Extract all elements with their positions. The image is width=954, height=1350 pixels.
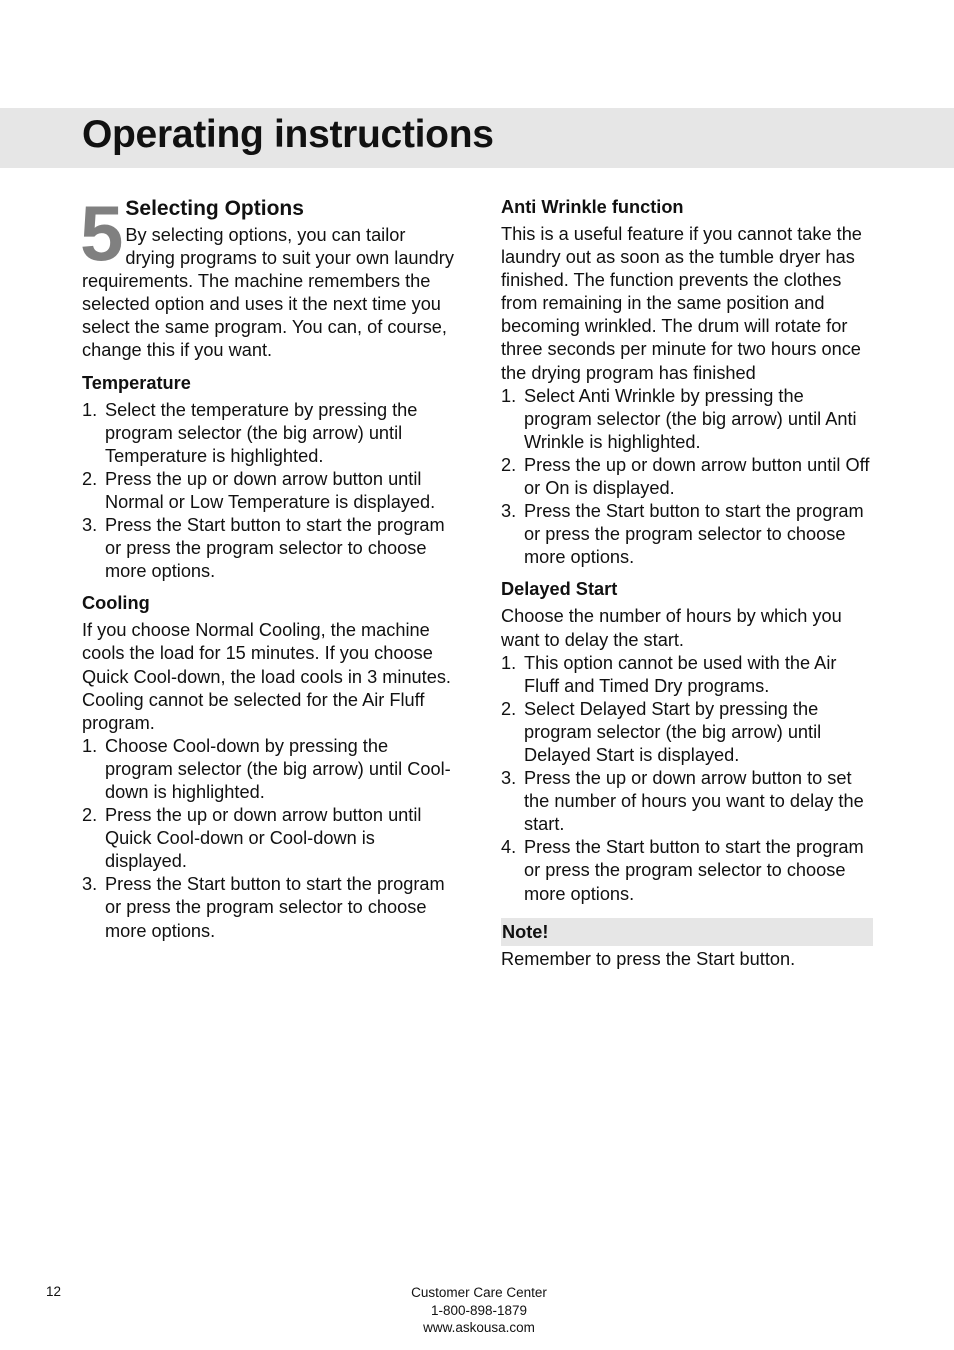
delayed-start-steps <box>501 652 873 906</box>
step-number: 5 <box>80 189 122 277</box>
delayed-start-heading: Delayed Start <box>501 579 618 600</box>
right-column <box>501 196 873 971</box>
step-num: 3. <box>82 515 98 536</box>
note-label: Note! <box>501 918 873 946</box>
anti-wrinkle-heading: Anti Wrinkle function <box>501 197 684 217</box>
step-num: 1. <box>82 399 98 420</box>
anti-wrinkle-intro: This is a useful feature if you cannot take the laundry out as soon as the tumble dryer has finished. The function prevents the clothes from remaining in the same position and becoming wrinkled. The drum will rotate for three seconds per minute for two hours once the drying program has finished <box>501 224 862 383</box>
anti-wrinkle-steps <box>501 385 873 570</box>
step-num: 1. <box>501 385 517 406</box>
list-item <box>501 698 873 767</box>
cooling-steps <box>82 735 456 943</box>
step-num: 3. <box>501 501 517 522</box>
step-text: Press the Start button to start the program or press the program selector to choose more options. <box>524 837 864 904</box>
temperature-heading: Temperature <box>82 372 191 393</box>
list-item <box>82 468 456 514</box>
list-item <box>501 500 873 569</box>
contact-title: Customer Care Center <box>411 1285 547 1300</box>
step-num: 2. <box>501 454 517 475</box>
page-number: 12 <box>46 1284 62 1299</box>
cooling-intro: If you choose Normal Cooling, the machine cools the load for 15 minutes. If you choose Quick Cool-down, the load cools in 3 minutes. Cooling cannot be selected for the Air Fluff program. <box>82 620 451 733</box>
step-text: Press the up or down arrow button until Off or On is displayed. <box>524 454 870 499</box>
section-title: Selecting Options <box>125 197 304 220</box>
step-text: This option cannot be used with the Air Fluff and Timed Dry programs. <box>524 652 837 696</box>
list-item <box>82 514 456 583</box>
step-num: 1. <box>82 735 98 756</box>
page-title: Operating instructions <box>82 113 494 156</box>
list-item <box>501 652 873 698</box>
step-text: Select Anti Wrinkle by pressing the program selector (the big arrow) until Anti Wrinkle is highlighted. <box>524 385 857 452</box>
step-text: Press the up or down arrow button to set the number of hours you want to delay the start. <box>524 768 864 835</box>
list-item <box>501 454 873 500</box>
list-item <box>82 873 456 942</box>
list-item <box>82 804 456 873</box>
step-num: 1. <box>501 652 517 673</box>
step-text: Press the up or down arrow button until Normal or Low Temperature is displayed. <box>105 468 436 512</box>
contact-phone: 1-800-898-1879 <box>430 1302 528 1318</box>
step-num: 2. <box>82 805 98 826</box>
step-num: 4. <box>501 837 517 858</box>
step-text: Select Delayed Start by pressing the program selector (the big arrow) until Delayed Start is displayed. <box>524 698 822 765</box>
list-item <box>501 767 873 836</box>
list-item <box>82 399 456 468</box>
footer-contact <box>380 1284 578 1337</box>
temperature-steps <box>82 399 456 584</box>
delayed-start-intro: Choose the number of hours by which you want to delay the start. <box>501 606 842 650</box>
step-text: Choose Cool-down by pressing the program selector (the big arrow) until Cool-down is highlighted. <box>105 735 451 802</box>
left-column <box>80 189 456 943</box>
step-num: 3. <box>501 768 517 789</box>
intro-paragraph: By selecting options, you can tailor drying programs to suit your own laundry requirements. The machine remembers the selected option and uses it the next time you select the same program. You can, of course, change this if you want. <box>82 225 454 361</box>
step-text: Select the temperature by pressing the program selector (the big arrow) until Temperature is highlighted. <box>105 399 418 466</box>
step-num: 3. <box>82 874 98 895</box>
step-text: Press the up or down arrow button until Quick Cool-down or Cool-down is displayed. <box>105 805 422 872</box>
step-text: Press the Start button to start the program or press the program selector to choose more options. <box>524 501 864 568</box>
list-item <box>82 735 456 804</box>
list-item <box>501 836 873 905</box>
list-item <box>501 385 873 454</box>
step-num: 2. <box>82 468 98 489</box>
step-num: 2. <box>501 698 517 719</box>
contact-website: www.askousa.com <box>423 1320 535 1335</box>
step-text: Press the Start button to start the program or press the program selector to choose more options. <box>105 874 445 941</box>
note-text: Remember to press the Start button. <box>501 948 796 969</box>
step-text: Press the Start button to start the program or press the program selector to choose more options. <box>105 515 445 582</box>
cooling-heading: Cooling <box>82 593 150 614</box>
